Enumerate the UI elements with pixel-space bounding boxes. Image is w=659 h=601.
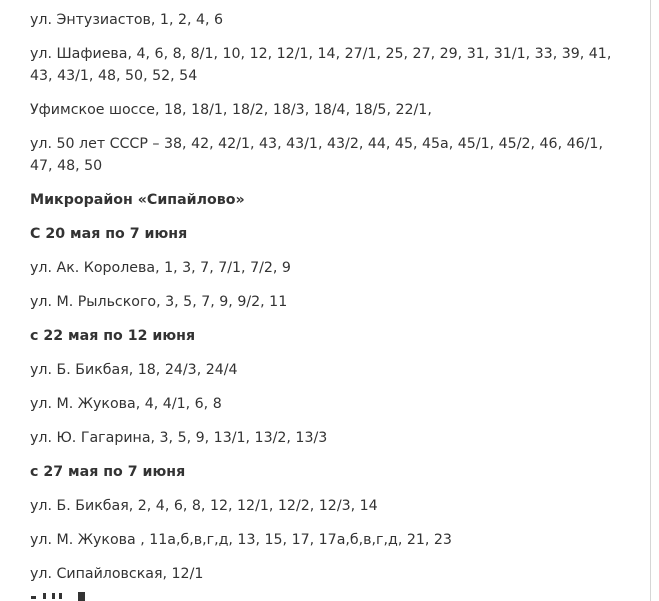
address-line: Уфимское шоссе, 18, 18/1, 18/2, 18/3, 18/4, 18/5, 22/1, (30, 102, 432, 118)
district-heading: Микрорайон «Сипайлово» (30, 192, 245, 208)
right-border (650, 0, 651, 601)
address-line: ул. Ак. Королева, 1, 3, 7, 7/1, 7/2, 9 (30, 260, 291, 276)
address-line: ул. М. Жукова , 11а,б,в,г,д, 13, 15, 17, 17а,б,в,г,д, 21, 23 (30, 532, 452, 548)
cutoff-text-fragment (31, 596, 36, 599)
date-range-heading: с 27 мая по 7 июня (30, 464, 186, 480)
address-line: ул. Б. Бикбая, 2, 4, 6, 8, 12, 12/1, 12/2, 12/3, 14 (30, 498, 378, 514)
cutoff-text-fragment (43, 593, 63, 599)
article-body (30, 9, 630, 597)
address-line: ул. 50 лет СССР – 38, 42, 42/1, 43, 43/1, 43/2, 44, 45, 45а, 45/1, 45/2, 46, 46/1, 47, 48, 50 (30, 136, 603, 174)
address-line: ул. Шафиева, 4, 6, 8, 8/1, 10, 12, 12/1, 14, 27/1, 25, 27, 29, 31, 31/1, 33, 39, 41, 43, 43/1, 48, 50, 52, 54 (30, 46, 612, 84)
cutoff-text-fragment (78, 592, 85, 601)
address-line: ул. Энтузиастов, 1, 2, 4, 6 (30, 12, 224, 28)
address-line: ул. Сипайловская, 12/1 (30, 566, 204, 582)
address-line: ул. Ю. Гагарина, 3, 5, 9, 13/1, 13/2, 13/3 (30, 430, 328, 446)
date-range-heading: с 22 мая по 12 июня (30, 328, 196, 344)
address-line: ул. М. Рыльского, 3, 5, 7, 9, 9/2, 11 (30, 294, 288, 310)
address-line: ул. Б. Бикбая, 18, 24/3, 24/4 (30, 362, 238, 378)
address-line: ул. М. Жукова, 4, 4/1, 6, 8 (30, 396, 222, 412)
date-range-heading: С 20 мая по 7 июня (30, 226, 188, 242)
